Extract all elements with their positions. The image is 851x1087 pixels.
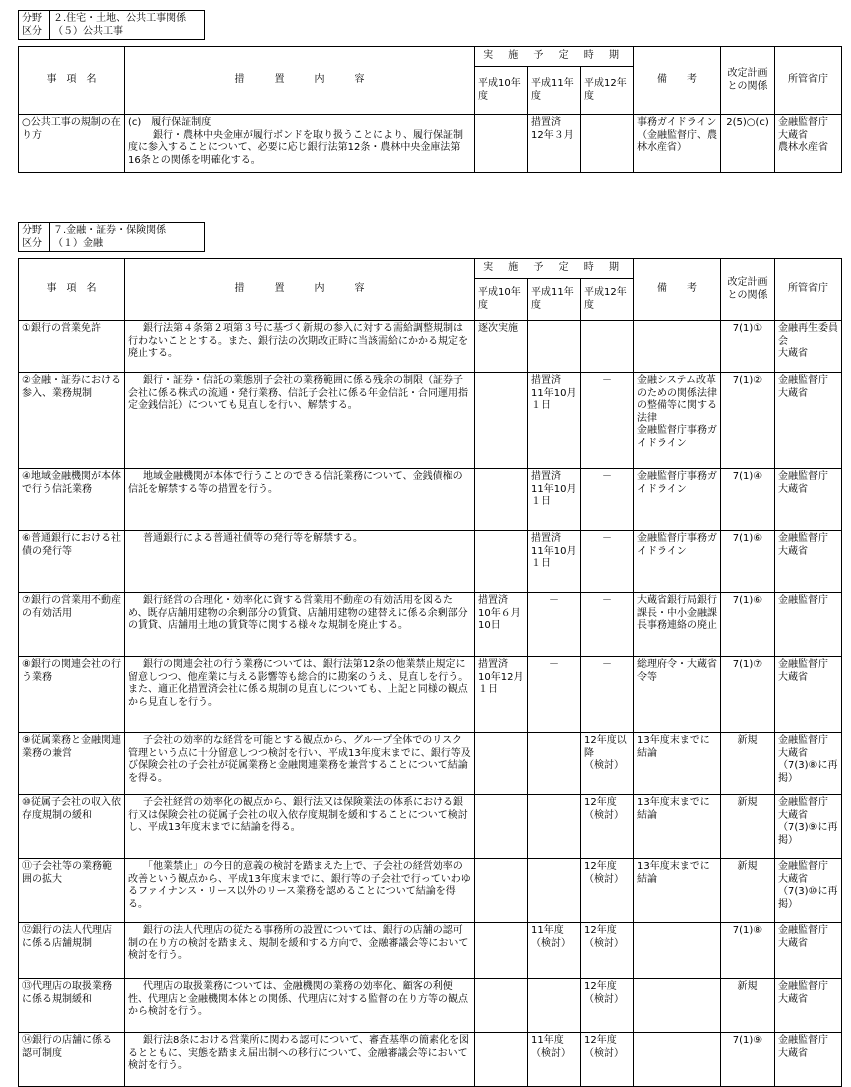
row-h12: 12年度 （検討） [581, 795, 634, 859]
row-remarks: 大蔵省銀行局銀行課長・中小金融課長事務連絡の廃止 [634, 593, 721, 657]
row-h12 [581, 115, 634, 173]
row-h11: 措置済 11年10月 １日 [528, 469, 581, 531]
section2-category-label [19, 223, 50, 252]
table-row [19, 593, 842, 657]
row-ministry: 金融監督庁 大蔵省 （7(3)⑧に再掲） [775, 733, 842, 795]
header-item: 事 項 名 [19, 47, 125, 115]
row-measure: 銀行・証券・信託の業態別子会社の業務範囲に係る残余の制限（証券子会社に係る株式の流通・発行業務、信託子会社に係る年金信託・合同運用指定金銭信託）についても見直しを行い、解禁する。 [125, 373, 475, 469]
row-ministry: 金融監督庁 大蔵省 [775, 373, 842, 469]
row-item: ④地域金融機関が本体で行う信託業務 [19, 469, 125, 531]
row-h12: － [581, 373, 634, 469]
row-h11 [528, 733, 581, 795]
header-ministry: 所管省庁 [775, 47, 842, 115]
row-measure: 地域金融機関が本体で行うことのできる信託業務について、金銭債権の信託を解禁する等の措置を行う。 [125, 469, 475, 531]
row-h12: － [581, 657, 634, 733]
measure-title: (c) 履行保証制度 [128, 117, 212, 128]
row-ministry: 金融監督庁 大蔵省 [775, 979, 842, 1033]
header-h12: 平成12年度 [581, 279, 634, 321]
row-ministry: 金融監督庁 大蔵省 （7(3)⑩に再掲） [775, 859, 842, 923]
row-relation: 7(1)④ [721, 469, 775, 531]
category-line: （１）金融 [53, 238, 103, 249]
row-remarks: 13年度末までに結論 [634, 795, 721, 859]
header-measure: 措 置 内 容 [125, 259, 475, 321]
row-measure: 銀行法第４条第２項第３号に基づく新規の参入に対する需給調整規制は行わないこととする。また、銀行法の次期改正時に当該需給にかかる規定を廃止する。 [125, 321, 475, 373]
header-h12: 平成12年度 [581, 67, 634, 115]
row-item: ⑩従属子会社の収入依存度規制の緩和 [19, 795, 125, 859]
label-line: 区分 [22, 26, 42, 37]
table-row [19, 979, 842, 1033]
row-h11 [528, 321, 581, 373]
row-ministry: 金融監督庁 大蔵省 [775, 923, 842, 979]
section2-table [18, 258, 842, 1087]
row-remarks: 総理府令・大蔵省令等 [634, 657, 721, 733]
row-item: ⑬代理店の取扱業務に係る規制緩和 [19, 979, 125, 1033]
row-relation: 2(5)○(c) [721, 115, 775, 173]
row-h11 [528, 979, 581, 1033]
row-h12: 12年度 （検討） [581, 979, 634, 1033]
table-row [19, 115, 842, 173]
row-item: ○公共工事の規制の在り方 [19, 115, 125, 173]
row-remarks: 13年度末までに結論 [634, 859, 721, 923]
row-h11: 11年度 （検討） [528, 1033, 581, 1087]
row-h12: 12年度 （検討） [581, 859, 634, 923]
row-ministry: 金融監督庁 大蔵省 （7(3)⑨に再掲） [775, 795, 842, 859]
row-remarks: 事務ガイドライン（金融監督庁、農林水産省） [634, 115, 721, 173]
category-line: （５）公共工事 [53, 26, 123, 37]
row-h12: － [581, 531, 634, 593]
row-ministry: 金融監督庁 大蔵省 [775, 531, 842, 593]
table-row [19, 1033, 842, 1087]
table-row [19, 923, 842, 979]
header-remarks: 備 考 [634, 259, 721, 321]
row-measure: 子会社経営の効率化の観点から、銀行法又は保険業法の体系における銀行又は保険会社の従属子会社の収入依存度規制を緩和することについて検討し、平成13年度末までに結論を得る。 [125, 795, 475, 859]
row-remarks [634, 321, 721, 373]
row-measure: 普通銀行による普通社債等の発行等を解禁する。 [125, 531, 475, 593]
row-relation: 7(1)② [721, 373, 775, 469]
section1-category-name [50, 11, 205, 40]
row-remarks: 金融監督庁事務ガイドライン [634, 469, 721, 531]
table-row [19, 859, 842, 923]
table-row [19, 657, 842, 733]
row-relation: 7(1)⑦ [721, 657, 775, 733]
row-ministry: 金融監督庁 大蔵省 [775, 1033, 842, 1087]
label-line: 区分 [22, 238, 42, 249]
row-item: ②金融・証券における参入、業務規制 [19, 373, 125, 469]
row-h10 [475, 531, 528, 593]
row-remarks: 金融監督庁事務ガイドライン [634, 531, 721, 593]
row-relation: 新規 [721, 733, 775, 795]
row-h11: － [528, 657, 581, 733]
row-relation: 7(1)⑥ [721, 593, 775, 657]
header-relation: 改定計画との関係 [721, 47, 775, 115]
header-relation: 改定計画との関係 [721, 259, 775, 321]
row-h10 [475, 373, 528, 469]
category-line: ７.金融・証券・保険関係 [53, 225, 167, 236]
row-h10: 逐次実施 [475, 321, 528, 373]
row-measure [125, 115, 475, 173]
row-h10 [475, 115, 528, 173]
table-row [19, 531, 842, 593]
section1-category-label [19, 11, 50, 40]
row-h12: 12年度 （検討） [581, 1033, 634, 1087]
row-h10 [475, 733, 528, 795]
row-relation: 7(1)⑥ [721, 531, 775, 593]
section2-body [19, 321, 842, 1087]
header-item: 事 項 名 [19, 259, 125, 321]
row-relation: 新規 [721, 795, 775, 859]
row-h12: 12年度 （検討） [581, 923, 634, 979]
header-schedule: 実 施 予 定 時 期 [475, 259, 634, 279]
row-remarks [634, 979, 721, 1033]
row-measure: 銀行経営の合理化・効率化に資する営業用不動産の有効活用を図るため、既存店舗用建物の余剰部分の賃貸、店舗用建物の建替えに係る余剰部分の賃貸、店舗用土地の賃貸等に関する様々な規制を廃止する。 [125, 593, 475, 657]
row-h11: － [528, 593, 581, 657]
row-ministry: 金融監督庁 [775, 593, 842, 657]
label-line: 分野 [22, 225, 42, 236]
section2-category-box [18, 222, 205, 252]
row-h11: 11年度 （検討） [528, 923, 581, 979]
table-row [19, 321, 842, 373]
row-relation: 7(1)⑨ [721, 1033, 775, 1087]
row-item: ⑥普通銀行における社債の発行等 [19, 531, 125, 593]
row-h12 [581, 321, 634, 373]
row-remarks: 13年度末までに結論 [634, 733, 721, 795]
row-remarks [634, 923, 721, 979]
section1-category-box [18, 10, 205, 40]
row-h10: 措置済 10年12月 １日 [475, 657, 528, 733]
row-h11 [528, 859, 581, 923]
row-h12: － [581, 593, 634, 657]
row-remarks: 金融システム改革のための関係法律の整備等に関する法律 金融監督庁事務ガイドライン [634, 373, 721, 469]
header-schedule: 実 施 予 定 時 期 [475, 47, 634, 67]
row-relation: 7(1)① [721, 321, 775, 373]
row-h10 [475, 979, 528, 1033]
row-measure: 子会社の効率的な経営を可能とする観点から、グループ全体でのリスク管理という点に十分留意しつつ検討を行い、平成13年度末までに、銀行等及び保険会社の子会社が従属業務と金融関連業務を兼営することについて結論を得る。 [125, 733, 475, 795]
header-h10: 平成10年度 [475, 67, 528, 115]
row-measure: 代理店の取扱業務については、金融機関の業務の効率化、顧客の利便性、代理店と金融機関本体との関係、代理店に対する監督の在り方等の観点から検討を行う。 [125, 979, 475, 1033]
row-relation: 新規 [721, 979, 775, 1033]
row-ministry: 金融監督庁 大蔵省 [775, 469, 842, 531]
table-row [19, 795, 842, 859]
row-h10 [475, 469, 528, 531]
row-item: ⑦銀行の営業用不動産の有効活用 [19, 593, 125, 657]
row-item: ⑫銀行の法人代理店に係る店舗規制 [19, 923, 125, 979]
header-h10: 平成10年度 [475, 279, 528, 321]
row-h10 [475, 923, 528, 979]
row-h12: 12年度以降 （検討） [581, 733, 634, 795]
row-remarks [634, 1033, 721, 1087]
row-h10: 措置済 10年６月 10日 [475, 593, 528, 657]
header-h11: 平成11年度 [528, 67, 581, 115]
row-relation: 7(1)⑧ [721, 923, 775, 979]
section1-table [18, 46, 842, 173]
table-row [19, 469, 842, 531]
table-row [19, 373, 842, 469]
row-h11: 措置済 12年３月 [528, 115, 581, 173]
header-measure: 措 置 内 容 [125, 47, 475, 115]
row-measure: 「他業禁止」の今日的意義の検討を踏まえた上で、子会社の経営効率の改善という観点から、平成13年度末までに、銀行等の子会社で行っていわゆるファイナンス・リース以外のリース業務を認めることについて結論を得る。 [125, 859, 475, 923]
category-line: ２.住宅・土地、公共工事関係 [53, 13, 187, 24]
row-h12: － [581, 469, 634, 531]
row-relation: 新規 [721, 859, 775, 923]
row-item: ⑪子会社等の業務範囲の拡大 [19, 859, 125, 923]
row-h11: 措置済 11年10月 １日 [528, 373, 581, 469]
row-item: ⑭銀行の店舗に係る認可制度 [19, 1033, 125, 1087]
row-item: ①銀行の営業免許 [19, 321, 125, 373]
row-ministry: 金融監督庁 大蔵省 [775, 657, 842, 733]
label-line: 分野 [22, 13, 42, 24]
row-h11 [528, 795, 581, 859]
row-h10 [475, 1033, 528, 1087]
row-ministry: 金融監督庁 大蔵省 農林水産省 [775, 115, 842, 173]
row-item: ⑧銀行の関連会社の行う業務 [19, 657, 125, 733]
header-ministry: 所管省庁 [775, 259, 842, 321]
row-measure: 銀行の関連会社の行う業務については、銀行法第12条の他業禁止規定に留意しつつ、他産業に与える影響等も総合的に勘案のうえ、見直しを行う。また、適正化措置済会社に係る規制の見直しについても、上記と同様の観点から見直しを行う。 [125, 657, 475, 733]
row-h10 [475, 859, 528, 923]
row-h11: 措置済 11年10月 １日 [528, 531, 581, 593]
row-measure: 銀行の法人代理店の従たる事務所の設置については、銀行の店舗の認可制の在り方の検討を踏まえ、規制を緩和する方向で、金融審議会等において検討を行う。 [125, 923, 475, 979]
row-measure: 銀行法8条における営業所に関わる認可について、審査基準の簡素化を図るとともに、実態を踏まえ届出制への移行について、金融審議会等において検討を行う。 [125, 1033, 475, 1087]
measure-text: 銀行・農林中央金庫が履行ボンドを取り扱うことにより、履行保証制度に参入することについて、必要に応じ銀行法第12条・農林中央金庫法第16条との関係を明確化する。 [128, 129, 463, 166]
row-ministry: 金融再生委員会 大蔵省 [775, 321, 842, 373]
row-item: ⑨従属業務と金融関連業務の兼営 [19, 733, 125, 795]
header-h11: 平成11年度 [528, 279, 581, 321]
row-h10 [475, 795, 528, 859]
table-row [19, 733, 842, 795]
header-remarks: 備 考 [634, 47, 721, 115]
section2-category-name [50, 223, 205, 252]
